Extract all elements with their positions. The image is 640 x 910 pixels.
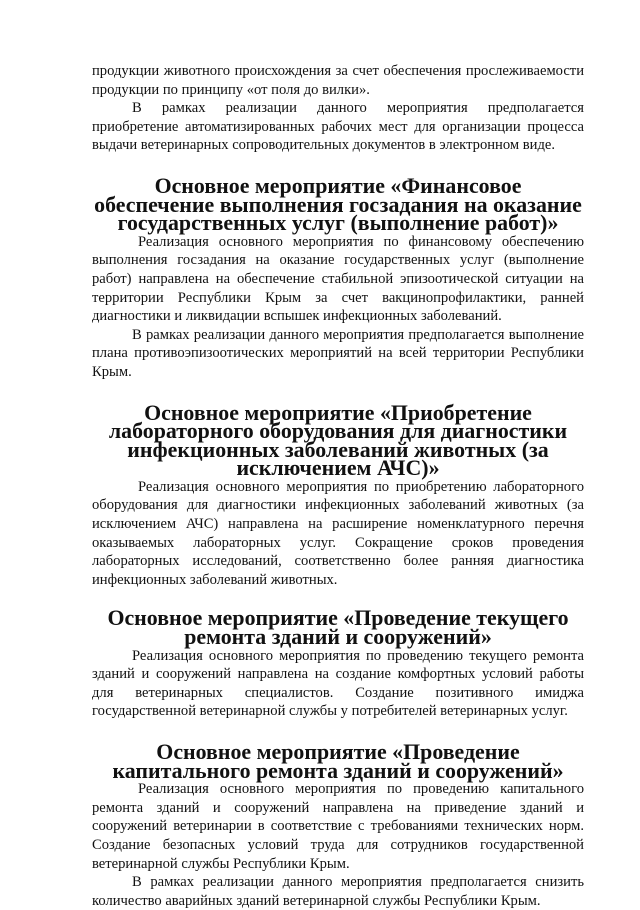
section-paragraph: Реализация основного мероприятия по финансовому обеспечению выполнения госзадания на оказание государственных услуг (выполнение работ) направлена на обеспечение стабильной эпизоотической ситуации на территории Республики Крым за счет вакцинопрофилактики, ранней диагностики и ликвидации вспышек инфекционных заболеваний.: [92, 233, 584, 325]
section-capital-repair: [92, 739, 584, 910]
document-page: [92, 62, 584, 910]
section-financial-support: [92, 172, 584, 382]
section-paragraph: В рамках реализации данного мероприятия предполагается снизить количество аварийных зданий ветеринарной службы Республики Крым.: [92, 874, 584, 909]
section-paragraph: В рамках реализации данного мероприятия предполагается выполнение плана противоэпизоотических мероприятий на всей территории Республики Крым.: [92, 326, 584, 380]
section-paragraph: Реализация основного мероприятия по приобретению лабораторного оборудования для диагностики инфекционных заболеваний животных (за исключением АЧС) направлена на расширение номенклатурного перечня оказываемых лабораторных услуг. Сокращение сроков проведения лабораторных исследований, соответственно более ранняя диагностика инфекционных заболеваний животных.: [92, 478, 584, 588]
section-paragraph: Реализация основного мероприятия по проведению текущего ремонта зданий и сооружений направлена на создание комфортных условий работы для ветеринарных специалистов. Создание позитивного имиджа государственной ветеринарной службы у потребителей ветеринарных услуг.: [92, 647, 584, 720]
section-current-repair: [92, 605, 584, 721]
section-lab-equipment: [92, 399, 584, 590]
section-heading: Основное мероприятие «Проведение текущего ремонта зданий и сооружений»: [107, 605, 569, 650]
section-heading: Основное мероприятие «Проведение капитального ремонта зданий и сооружений»: [112, 739, 564, 783]
intro-paragraph-2: В рамках реализации данного мероприятия предполагается приобретение автоматизированных рабочих мест для организации процесса выдачи ветеринарных сопроводительных документов в электронном виде.: [92, 100, 584, 154]
section-heading: Основное мероприятие «Приобретение лабораторного оборудования для диагностики инфекционных заболеваний животных (за исключением АЧС)»: [108, 399, 568, 481]
section-heading: Основное мероприятие «Финансовое обеспечение выполнения госзадания на оказание государственных услуг (выполнение работ)»: [94, 172, 582, 236]
section-paragraph: Реализация основного мероприятия по проведению капитального ремонта зданий и сооружений направлена на приведение зданий и сооружений ветеринарии в соответствие с требованиями технических норм. Создание безопасных условий труда для сотрудников государственной ветеринарной службы Республики Крым.: [92, 781, 584, 872]
intro-paragraph-1: продукции животного происхождения за счет обеспечения прослеживаемости продукции по принципу «от поля до вилки».: [92, 63, 584, 98]
